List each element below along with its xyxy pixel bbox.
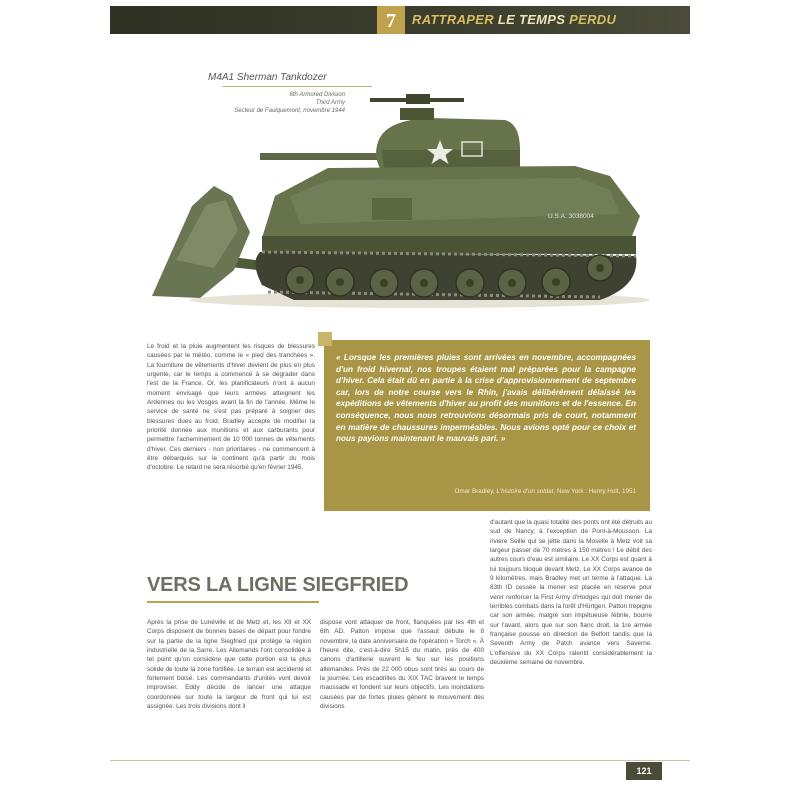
illustration-sector: Secteur de Faulquemont, novembre 1944 — [234, 108, 345, 114]
quote-corner-mark — [318, 332, 332, 346]
hull-marking: U.S.A. 3038004 — [548, 213, 594, 220]
main-gun — [260, 153, 390, 160]
section-heading: VERS LA LIGNE SIEGFRIED — [147, 574, 409, 596]
illustration-army: Third Army — [315, 100, 345, 106]
chapter-number: 7 — [377, 6, 405, 34]
chapter-title-part1: RATTRAPER — [412, 12, 494, 27]
side-panel — [372, 198, 412, 220]
section-column-1: Après la prise de Lunéville et de Metz et, les XII et XX Corps disposent de bonnes bases de départ pour fondre sur la partie de la ligne Siegfried qui protège la région industrielle de la Sarre. Les Allemands l'ont consolidée à tel point qu'on considère que cette portion est la plus solide de toute la zone fortifiée. Le terrain est accidenté et fortement boisé. Les commandants d'unités vont devoir improviser. Eddy décide de lancer une attaque coordonnée sur toute la largeur de front qui lui est assignée. Les trois divisions dont il — [147, 619, 311, 711]
quote-source — [336, 488, 636, 495]
section-heading-rule — [147, 601, 319, 603]
right-column-text: d'autant que la quasi totalité des ponts ont été détruits au sud de Nancy, à l'exception de Pont-à-Mousson. La rivière Seille qui se jette dans la Moselle à Metz voit sa largeur passer de 70 mètres à 150 mètres ! Le débit des autres cours d'eau est similaire. Le XX Corps est quant à lui toujours bloqué devant Metz. Le XX Corps avance de 9 kilomètres, mais Bradley met un terme à l'attaque. La 83th ID cessée la mener est placée en réserve pour venir renforcer la First Army d'Hodges qui doit mener de terribles combats dans la forêt d'Hürtgen. Patton trépigne car son armée, malgré son impétueuse fébrile, bourre sur l'avant, alors que sur son flanc droit, la 1re armée française pousse en direction de Belfort tandis que la Seventh Army de Patch avance vers Saverne. L'offensive du XX Corps ralentit considérablement la deuxième semaine de novembre. — [490, 519, 652, 667]
quote-text: « Lorsque les premières pluies sont arrivées en novembre, accompagnées d'un froid hivernal, nos troupes étaient mal préparées pour la campagne d'hiver. Cela était dû en partie à la crise d'approvisionnement de septembre car, lors de notre course vers le Rhin, j'avais délibérément délaissé les expéditions de vêtements d'hiver au profit des munitions et de l'essence. En conséquence, nous nous retrouvions désormais pris de court, notamment en matière de chaussures imperméables. Nous avions opté pour ce choix et nous payions maintenant le mauvais pari. » — [336, 353, 636, 444]
illustration-unit: 6th Armored Division — [289, 92, 345, 98]
quote-box — [324, 340, 650, 511]
quote-author: Omar Bradley, — [454, 488, 495, 495]
machine-gun-body — [406, 94, 430, 104]
chapter-title-part2: LE TEMPS — [497, 12, 566, 27]
illustration-title: M4A1 Sherman Tankdozer — [208, 72, 327, 83]
page-number: 121 — [626, 762, 662, 780]
commander-hatch — [400, 108, 434, 120]
footer-rule — [110, 760, 690, 761]
quote-book: L'histoire d'un soldat — [496, 488, 554, 495]
intro-paragraph: Le froid et la pluie augmentent les risques de blessures causées par le météo, comme le « pied des tranchées ». La fourniture de vêtements d'hiver devient de plus en plus urgente, car le temps a commencé à se dégrader dans l'est de la France. Or, les planificateurs n'ont à aucun moment envisagé que leurs armées atteignent les Ardennes ou les Vosges avant la fin de l'année. Même le service de santé ne s'est pas préparé à soigner des blessures dues au froid. Bradley accepte de modifier la priorité donnée aux munitions et aux carburants pour permettre l'acheminement de 10 000 tonnes de vêtements d'hiver. Ces derniers - non prioritaires - ne commencent à être débarqués sur le continent qu'à partir du mois d'octobre. Le retard ne sera résorbé qu'en février 1945. — [147, 343, 315, 472]
quote-publisher: , New York : Henry Holt, 1951 — [553, 488, 636, 495]
chapter-title-part3: PERDU — [569, 12, 617, 27]
section-column-2: dispose vont attaquer de front, flanquées par les 4th et 6th AD. Patton impose que l'assaut débute le 8 novembre, la date anniversaire de l'opération « Torch ». À l'heure dite, c'est-à-dire 5h15 du matin, près de 400 canons d'artillerie ouvrent le feu sur les positions allemandes. Près de 22 000 obus sont tirés au cours de la journée. Les escadrilles du XIX TAC bravent le temps maussade et fondent sur leurs objectifs. Les inondations causées par de fortes pluies gênent le mouvement des divisions — [320, 619, 484, 711]
